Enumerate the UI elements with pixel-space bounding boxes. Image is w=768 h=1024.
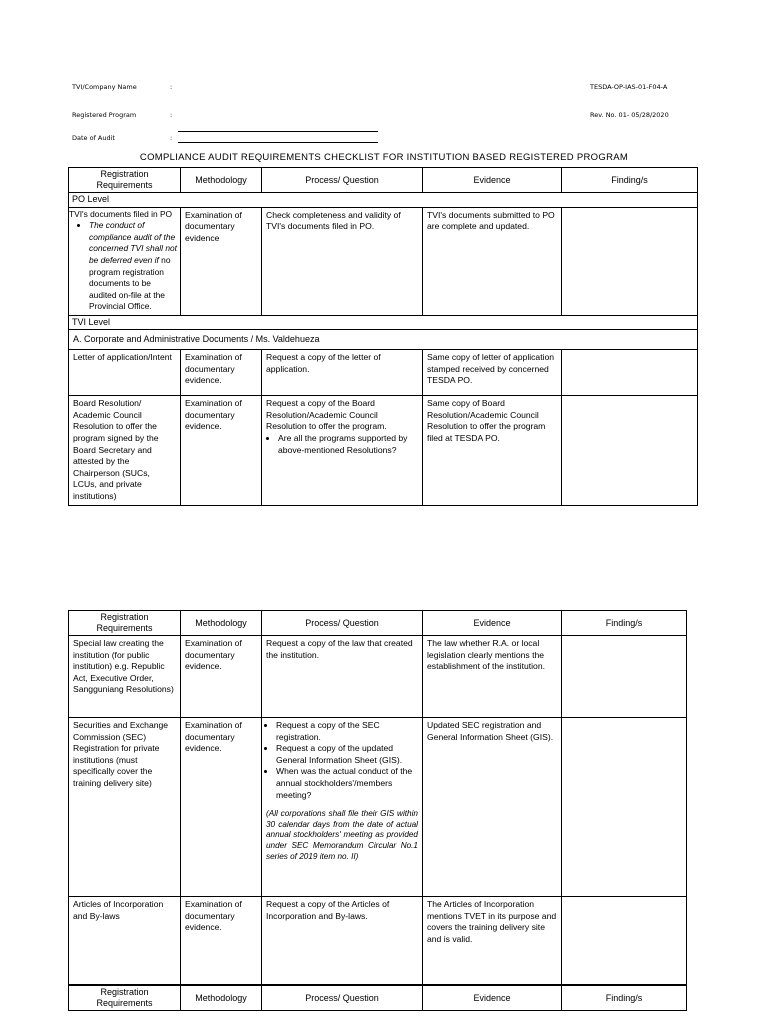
checklist-table-1 [68, 167, 698, 506]
list-item: • Request a copy of the updated General Information Sheet (GIS). [276, 743, 418, 766]
checklist-title: COMPLIANCE AUDIT REQUIREMENTS CHECKLIST FOR INSTITUTION BASED REGISTERED PROGRAM [139, 152, 629, 163]
checklist-table-2 [68, 610, 687, 985]
col-header-evidence: Evidence [423, 986, 562, 1011]
table-header-row [69, 986, 687, 1011]
evidence-cell: Same copy of letter of application stamped received by concerned TESDA PO. [423, 350, 562, 396]
section-a-row [69, 330, 698, 350]
date-line-lower [178, 142, 378, 143]
table-row [69, 718, 687, 897]
col-header-process: Process/ Question [262, 611, 423, 636]
gis-filing-note: (All corporations shall file their GIS within 30 calendar days from the date of actual annual stockholders' meeting as provided under SEC Memorandum Circular No.1 series of 2019 item no. II) [266, 809, 418, 861]
methodology-cell: Examination of documentary evidence. [181, 396, 262, 505]
date-of-audit-colon: : [170, 134, 173, 142]
col-header-requirements: Registration Requirements [69, 611, 181, 636]
po-level-row [69, 193, 698, 208]
company-name-label: TVI/Company Name [72, 83, 137, 91]
process-cell: Request a copy of the Articles of Incorporation and By-laws. [262, 897, 423, 985]
evidence-cell: TVI's documents submitted to PO are complete and updated. [423, 207, 562, 315]
deferral-note-rest: no program registration documents to be audited on-file at the Provincial Office. [89, 254, 171, 312]
table-row [69, 350, 698, 396]
table-row [69, 897, 687, 985]
evidence-cell: Updated SEC registration and General Information Sheet (GIS). [423, 718, 562, 897]
col-header-requirements: Registration Requirements [69, 986, 181, 1011]
list-item: • When was the actual conduct of the annual stockholders'/members meeting? [276, 766, 418, 801]
process-cell: Check completeness and validity of TVI's documents filed in PO. [262, 207, 423, 315]
col-header-findings: Finding/s [562, 611, 687, 636]
po-level-label: PO Level [69, 193, 698, 208]
section-a-label: A. Corporate and Administrative Documents / Ms. Valdehueza [69, 330, 698, 350]
findings-cell[interactable] [562, 350, 698, 396]
table-row [69, 396, 698, 505]
col-header-evidence: Evidence [423, 168, 562, 193]
process-cell [262, 396, 423, 505]
evidence-cell: Same copy of Board Resolution/Academic Council Resolution to offer the program filed at TESDA PO. [423, 396, 562, 505]
evidence-cell: The Articles of Incorporation mentions TVET in its purpose and covers the training delivery site and is valid. [423, 897, 562, 985]
process-cell [262, 718, 423, 897]
process-cell: Request a copy of the letter of application. [262, 350, 423, 396]
col-header-process: Process/ Question [262, 168, 423, 193]
methodology-cell: Examination of documentary evidence. [181, 350, 262, 396]
requirement-cell [69, 207, 181, 315]
methodology-cell: Examination of documentary evidence. [181, 897, 262, 985]
list-item: • Request a copy of the SEC registration. [276, 720, 418, 743]
table-row [69, 636, 687, 718]
registered-program-label: Registered Program [72, 111, 137, 119]
checklist-table-3 [68, 985, 687, 1011]
methodology-cell: Examination of documentary evidence. [181, 718, 262, 897]
methodology-cell: Examination of documentary evidence. [181, 636, 262, 718]
findings-cell[interactable] [562, 897, 687, 985]
requirement-cell: Letter of application/Intent [69, 350, 181, 396]
requirement-cell: Board Resolution/ Academic Council Resolution to offer the program signed by the Board Secretary and attested by the Chairperson (SUCs, LCUs, and private institutions) [69, 396, 181, 505]
revision-number: Rev. No. 01- 05/28/2020 [590, 111, 669, 119]
list-item [89, 220, 180, 313]
date-line-upper [178, 131, 378, 132]
tvi-level-row [69, 315, 698, 330]
process-text: Request a copy of the Board Resolution/Academic Council Resolution to offer the program. [266, 398, 387, 432]
requirement-cell: Securities and Exchange Commission (SEC) Registration for private institutions (must specifically cover the training delivery site) [69, 718, 181, 897]
col-header-requirements: Registration Requirements [69, 168, 181, 193]
registered-program-colon: : [170, 111, 173, 119]
col-header-methodology: Methodology [181, 168, 262, 193]
col-header-process: Process/ Question [262, 986, 423, 1011]
table-row [69, 207, 698, 315]
findings-cell[interactable] [562, 636, 687, 718]
col-header-evidence: Evidence [423, 611, 562, 636]
findings-cell[interactable] [562, 396, 698, 505]
form-code: TESDA-OP-IAS-01-F04-A [590, 83, 668, 91]
requirement-cell: Special law creating the institution (for public institution) e.g. Republic Act, Executive Order, Sangguniang Resolutions) [69, 636, 181, 718]
col-header-findings: Finding/s [562, 168, 698, 193]
deferral-note-italic: The conduct of compliance audit of the concerned TVI shall not be deferred even if [89, 220, 177, 265]
evidence-cell: The law whether R.A. or local legislation clearly mentions the establishment of the institution. [423, 636, 562, 718]
requirement-text: TVI's documents filed in PO [69, 208, 173, 219]
methodology-cell: Examination of documentary evidence [181, 207, 262, 315]
requirement-cell: Articles of Incorporation and By-laws [69, 897, 181, 985]
process-cell: Request a copy of the law that created the institution. [262, 636, 423, 718]
findings-cell[interactable] [562, 718, 687, 897]
col-header-methodology: Methodology [181, 986, 262, 1011]
company-name-colon: : [170, 83, 173, 91]
col-header-findings: Finding/s [562, 986, 687, 1011]
table-header-row [69, 168, 698, 193]
findings-cell[interactable] [562, 207, 698, 315]
table-header-row [69, 611, 687, 636]
date-of-audit-label: Date of Audit [72, 134, 115, 142]
list-item: • Are all the programs supported by above-mentioned Resolutions? [278, 433, 418, 456]
tvi-level-label: TVI Level [69, 315, 698, 330]
col-header-methodology: Methodology [181, 611, 262, 636]
